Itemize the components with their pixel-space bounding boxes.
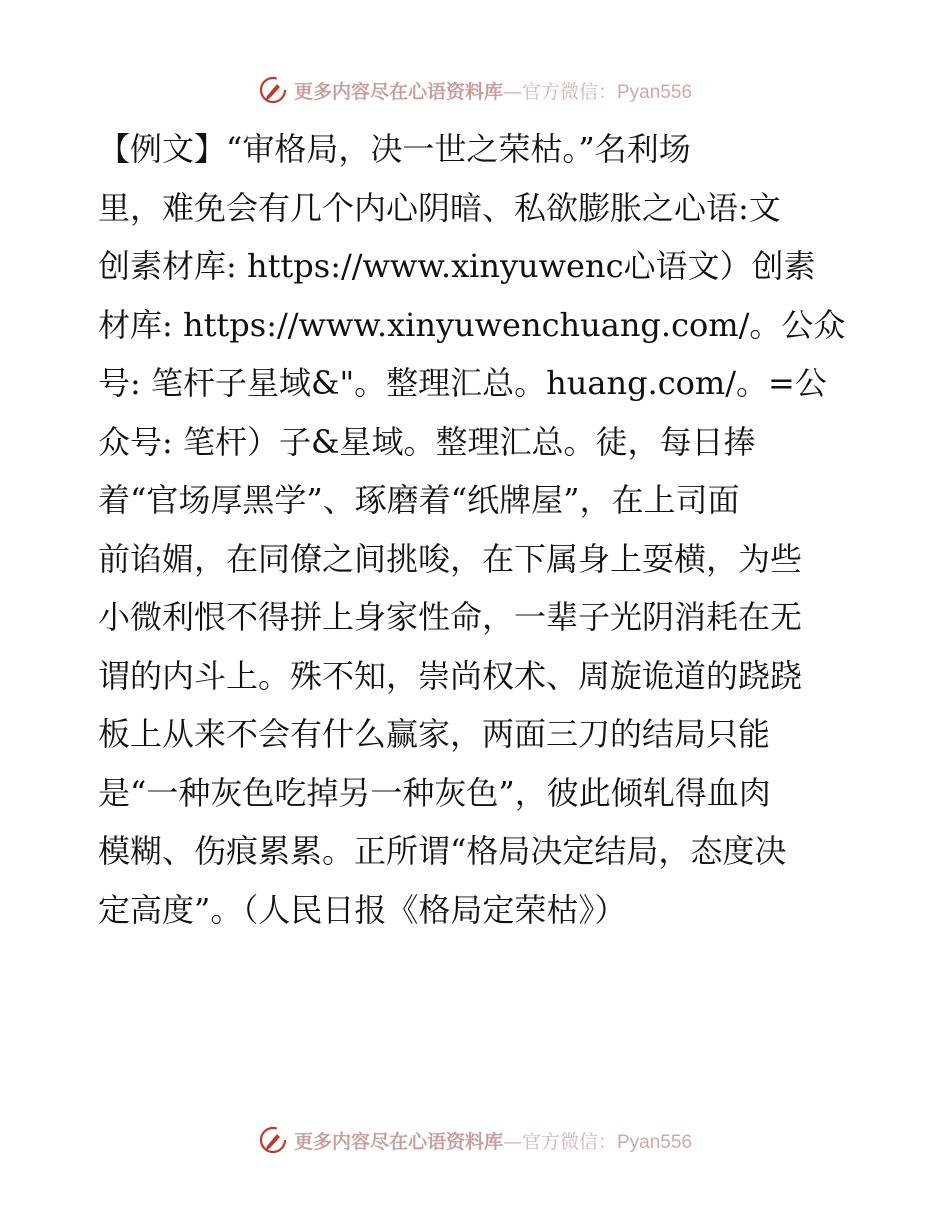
text-line: 着“官场厚黑学”、琢磨着“纸牌屋”，在上司面 <box>98 481 740 519</box>
footer-watermark <box>0 1122 950 1158</box>
text-line: 谓的内斗上。殊不知，崇尚权术、周旋诡道的跷跷 <box>98 656 803 695</box>
text-line: 材库: https://www.xinyuwenchuang.com/。公众 <box>98 305 846 344</box>
watermark-prefix: 更多内容尽在心语资料库 <box>293 80 503 103</box>
watermark-suffix: 官方微信： <box>521 1130 617 1153</box>
watermark-text <box>294 77 692 104</box>
pen-logo-icon <box>258 1125 288 1155</box>
text-line: 创素材库: https://www.xinyuwenc心语文）创素 <box>98 247 816 285</box>
header-watermark <box>0 72 950 108</box>
text-line: 号: 笔杆子星域&"。整理汇总。huang.com/。=公 <box>98 364 827 402</box>
pen-logo-icon <box>258 75 288 105</box>
text-line: 众号: 笔杆）子&星域。整理汇总。徒，每日捧 <box>98 422 756 461</box>
watermark-dash: — <box>502 80 522 103</box>
watermark-wechat-id: Pyan556 <box>617 1131 693 1153</box>
text-line: 里，难免会有几个内心阴暗、私欲膨胀之心语:文 <box>98 188 781 227</box>
watermark-suffix: 官方微信： <box>521 80 617 103</box>
text-line: 定高度”。（人民日报《格局定荣枯》） <box>98 890 627 929</box>
text-line: 小微利恨不得拼上身家性命，一辈子光阴消耗在无 <box>98 598 803 636</box>
text-line: 模糊、伤痕累累。正所谓“格局决定结局，态度决 <box>98 832 787 870</box>
text-line: 【例文】“审格局，决一世之荣枯。”名利场 <box>98 130 691 168</box>
document-body <box>98 120 858 939</box>
watermark-wechat-id: Pyan556 <box>617 81 693 103</box>
text-line: 前谄媚，在同僚之间挑唆，在下属身上耍横，为些 <box>98 539 803 578</box>
watermark-text <box>294 1127 692 1154</box>
watermark-dash: — <box>502 1130 522 1153</box>
text-line: 是“一种灰色吃掉另一种灰色”，彼此倾轧得血肉 <box>98 773 771 812</box>
text-line: 板上从来不会有什么赢家，两面三刀的结局只能 <box>98 715 771 753</box>
watermark-prefix: 更多内容尽在心语资料库 <box>293 1130 503 1153</box>
